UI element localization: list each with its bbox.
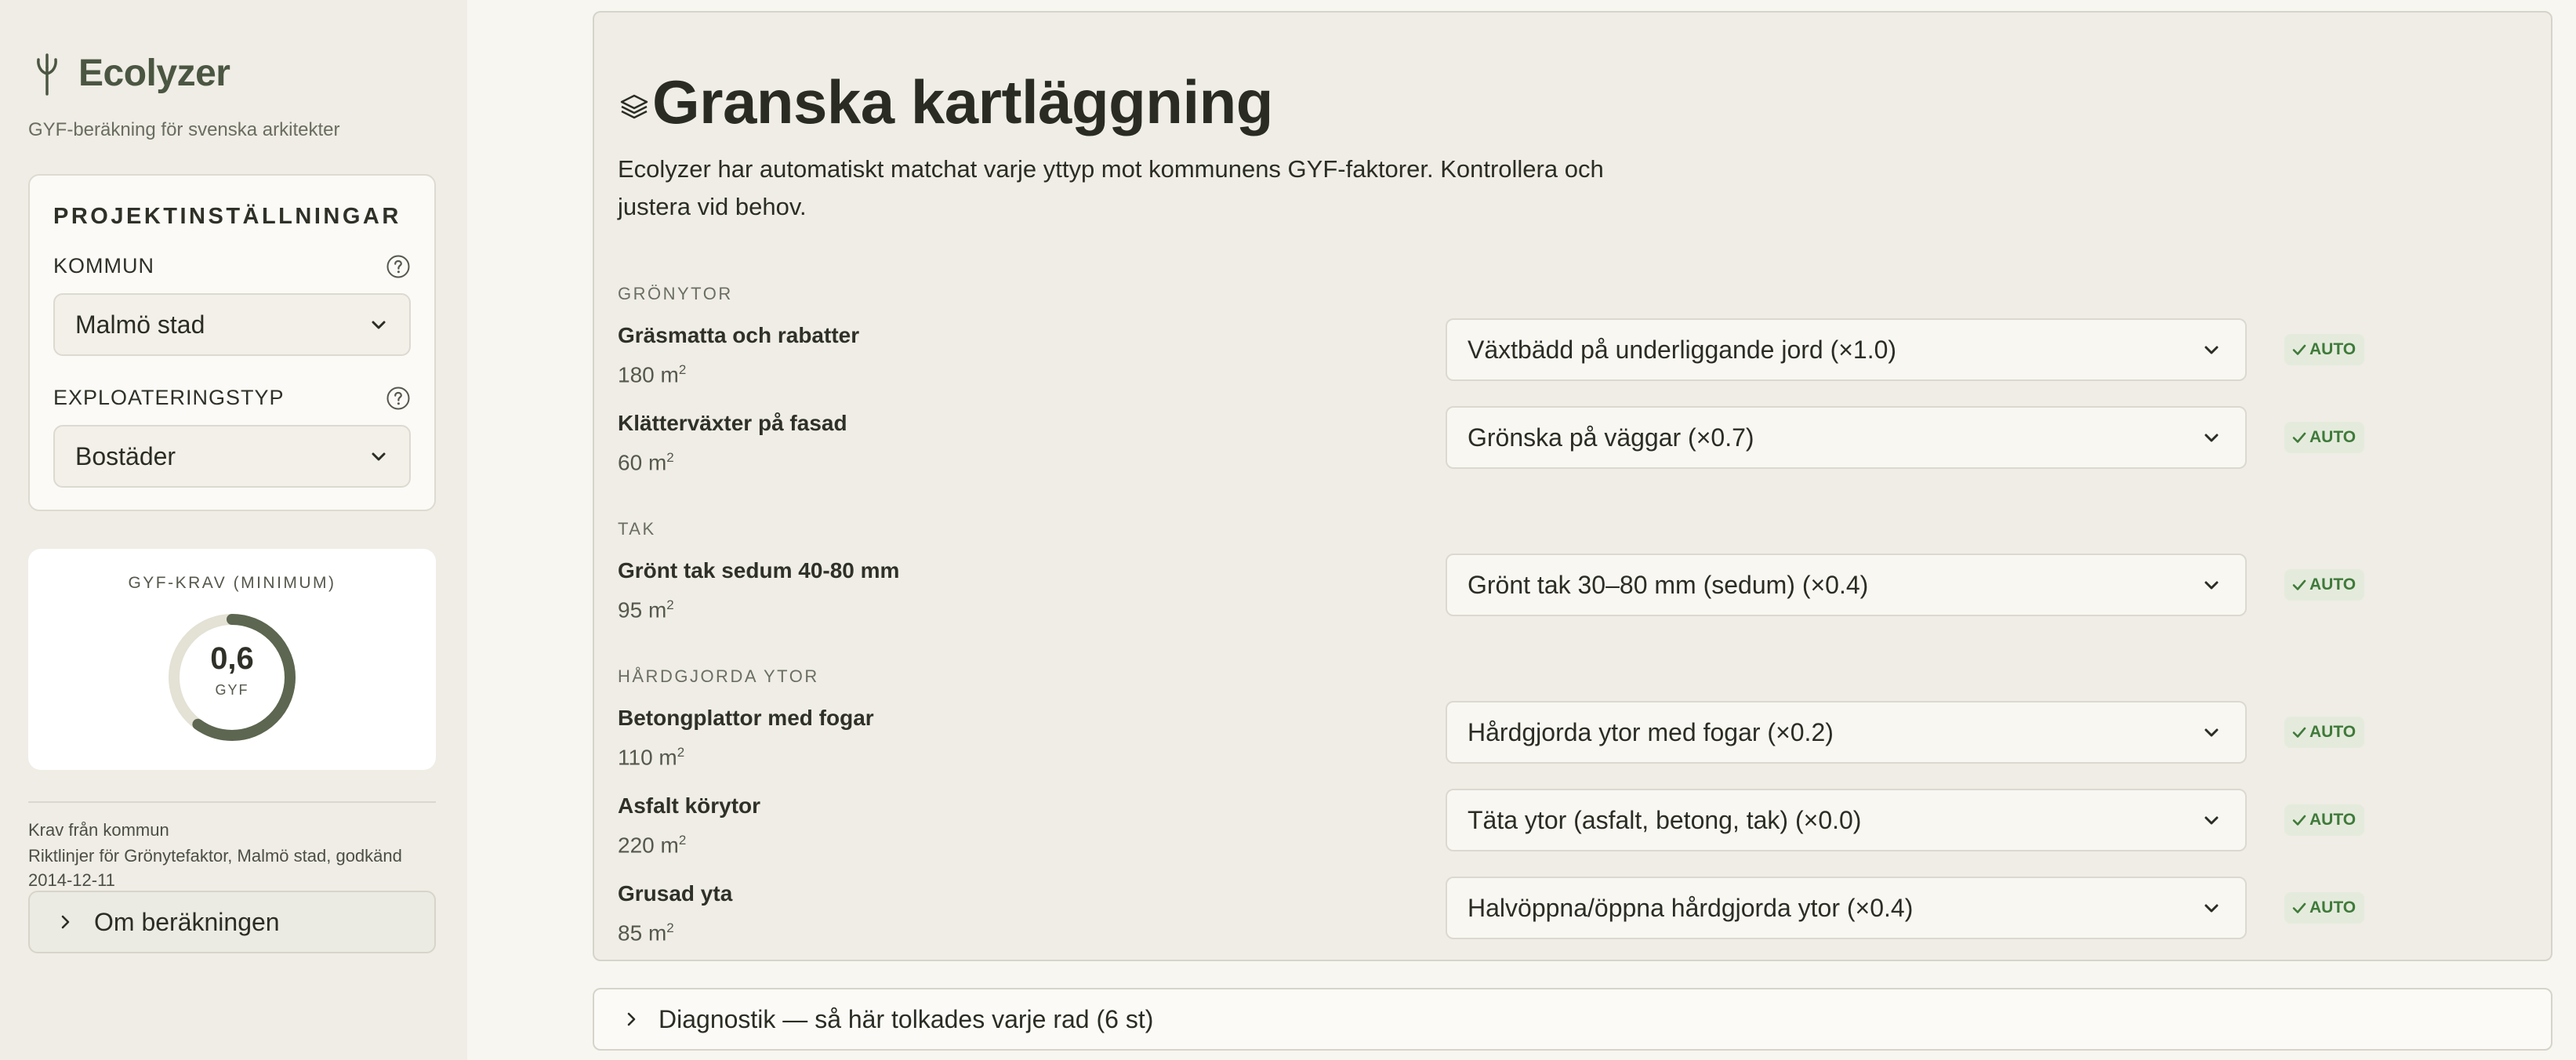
surface-area: 60 $m^2$ <box>618 450 674 475</box>
gyf-unit: GYF <box>215 682 249 698</box>
chevron-down-icon <box>2201 340 2222 361</box>
chevron-down-icon <box>2201 575 2222 596</box>
sprout-icon <box>28 50 66 96</box>
check-icon <box>2291 811 2308 829</box>
auto-badge: AUTO <box>2284 804 2364 836</box>
requirement-label: Krav från kommun <box>28 820 169 840</box>
factor-select[interactable] <box>1446 406 2247 469</box>
factor-value: Hårdgjorda ytor med fogar (×0.2) <box>1468 717 1834 746</box>
sidebar <box>0 0 467 1060</box>
surface-area: 220 $m^2$ <box>618 833 687 858</box>
gyf-title: GYF-KRAV (MINIMUM) <box>128 574 336 592</box>
exploitation-value: Bostäder <box>75 441 176 470</box>
chevron-down-icon <box>368 447 389 467</box>
exploitation-label: EXPLOATERINGSTYP <box>53 386 285 409</box>
gyf-progress-ring <box>166 612 298 743</box>
brand-name: Ecolyzer <box>78 52 230 94</box>
auto-badge: AUTO <box>2284 422 2364 453</box>
municipality-value: Malmö stad <box>75 310 205 339</box>
factor-value: Växtbädd på underliggande jord (×1.0) <box>1468 335 1897 364</box>
project-settings-card <box>28 174 436 511</box>
factor-select[interactable] <box>1446 554 2247 616</box>
factor-select[interactable] <box>1446 701 2247 764</box>
factor-value: Halvöppna/öppna hårdgjorda ytor (×0.4) <box>1468 893 1914 922</box>
chevron-down-icon <box>2201 898 2222 919</box>
factor-value: Täta ytor (asfalt, betong, tak) (×0.0) <box>1468 805 1862 834</box>
surface-name: Betongplattor med fogar <box>618 706 874 730</box>
gyf-requirement-card <box>28 549 436 770</box>
divider <box>28 801 436 803</box>
help-icon[interactable] <box>386 254 411 279</box>
chevron-right-icon <box>622 1011 640 1028</box>
factor-select[interactable] <box>1446 877 2247 939</box>
chevron-down-icon <box>2201 428 2222 448</box>
check-icon <box>2291 341 2308 358</box>
page-header <box>618 63 1273 141</box>
auto-badge: AUTO <box>2284 717 2364 748</box>
municipality-select[interactable] <box>53 293 411 356</box>
check-icon <box>2291 429 2308 446</box>
section-label: TAK <box>618 519 656 539</box>
surface-area: 95 $m^2$ <box>618 597 674 623</box>
check-icon <box>2291 576 2308 594</box>
chevron-down-icon <box>368 315 389 336</box>
check-icon <box>2291 724 2308 741</box>
surface-name: Asfalt körytor <box>618 793 761 818</box>
surface-name: Gräsmatta och rabatter <box>618 323 860 347</box>
gyf-value: 0,6 <box>210 641 254 676</box>
surface-name: Grönt tak sedum 40-80 mm <box>618 558 900 583</box>
diagnostics-label: Diagnostik — så här tolkades varje rad (6 st) <box>659 1004 1154 1033</box>
check-icon <box>2291 899 2308 917</box>
auto-badge: AUTO <box>2284 569 2364 601</box>
intro-text: Ecolyzer har automatiskt matchat varje yttyp mot kommunens GYF-faktorer. Kontrollera och justera vid behov. <box>618 155 1604 220</box>
section-label: GRÖNYTOR <box>618 284 733 303</box>
layers-icon <box>618 89 651 122</box>
factor-value: Grönt tak 30–80 mm (sedum) (×0.4) <box>1468 570 1869 599</box>
page-title: Granska kartläggning <box>652 67 1273 136</box>
help-icon[interactable] <box>386 386 411 411</box>
factor-select[interactable] <box>1446 318 2247 381</box>
factor-value: Grönska på väggar (×0.7) <box>1468 423 1754 452</box>
auto-badge: AUTO <box>2284 892 2364 924</box>
section-label: HÅRDGJORDA YTOR <box>618 666 819 686</box>
municipality-label: KOMMUN <box>53 254 154 278</box>
requirement-text: Riktlinjer för Grönytefaktor, Malmö stad, godkänd 2014-12-11 <box>28 846 402 890</box>
settings-title: PROJEKTINSTÄLLNINGAR <box>53 204 401 229</box>
chevron-right-icon <box>56 913 74 931</box>
exploitation-select[interactable] <box>53 425 411 488</box>
tagline: GYF-beräkning för svenska arkitekter <box>28 119 340 140</box>
surface-area: 85 $m^2$ <box>618 920 674 946</box>
surface-name: Grusad yta <box>618 881 733 906</box>
auto-badge: AUTO <box>2284 334 2364 365</box>
surface-area: 110 $m^2$ <box>618 745 685 770</box>
chevron-down-icon <box>2201 723 2222 743</box>
about-calculation-label: Om beräkningen <box>94 907 280 936</box>
factor-select[interactable] <box>1446 789 2247 851</box>
about-calculation-toggle[interactable] <box>28 891 436 953</box>
chevron-down-icon <box>2201 811 2222 831</box>
surface-name: Klätterväxter på fasad <box>618 411 847 435</box>
review-panel <box>593 11 2552 961</box>
surface-area: 180 $m^2$ <box>618 362 687 387</box>
diagnostics-toggle[interactable] <box>593 988 2552 1051</box>
brand <box>28 45 230 100</box>
